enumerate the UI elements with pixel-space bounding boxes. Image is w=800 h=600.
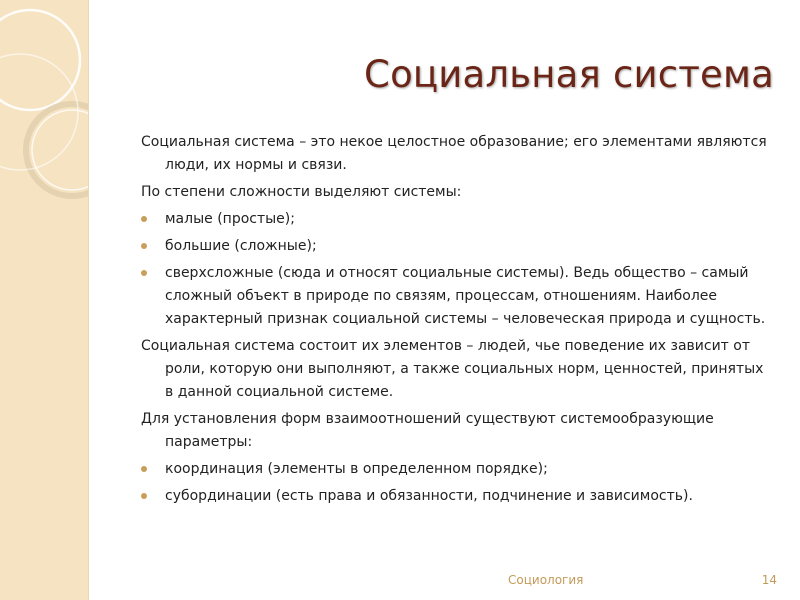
list-item-text: координация (элементы в определенном порядке);	[165, 461, 548, 477]
list-item	[141, 235, 776, 258]
paragraph-parameters-intro: Для установления форм взаимоотношений существуют системообразующие параметры:	[141, 411, 714, 450]
footer-course-label: Социология	[508, 573, 584, 587]
bullet-icon	[141, 243, 147, 249]
list-item-text: сверхсложные (сюда и относят социальные системы). Ведь общество – самый сложный объект в природе по связям, процессам, отношениям. Наиболее характерный признак социальной системы – человеческая природа и сущность.	[165, 265, 766, 327]
paragraph-definition: Социальная система – это некое целостное образование; его элементами являются люди, их нормы и связи.	[141, 134, 767, 173]
list-item	[141, 458, 776, 481]
decorative-side-band	[0, 0, 88, 600]
side-band-divider	[88, 0, 89, 600]
list-item	[141, 262, 776, 331]
bullet-icon	[141, 493, 147, 499]
footer-page-number: 14	[761, 573, 777, 587]
list-item-text: малые (простые);	[165, 211, 295, 227]
bullet-icon	[141, 466, 147, 472]
list-item-text: большие (сложные);	[165, 238, 317, 254]
slide-title: Социальная система	[364, 53, 774, 96]
decorative-circles-graphic	[0, 0, 88, 600]
bullet-icon	[141, 216, 147, 222]
list-item-text: субординации (есть права и обязанности, подчинение и зависимость).	[165, 488, 693, 504]
paragraph-complexity-intro: По степени сложности выделяют системы:	[141, 184, 462, 200]
slide-body	[141, 131, 776, 512]
list-item	[141, 208, 776, 231]
list-item	[141, 485, 776, 508]
bullet-icon	[141, 270, 147, 276]
paragraph-elements: Социальная система состоит их элементов – людей, чье поведение их зависит от роли, которую они выполняют, а также социальных норм, ценностей, принятых в данной социальной системе.	[141, 338, 764, 400]
